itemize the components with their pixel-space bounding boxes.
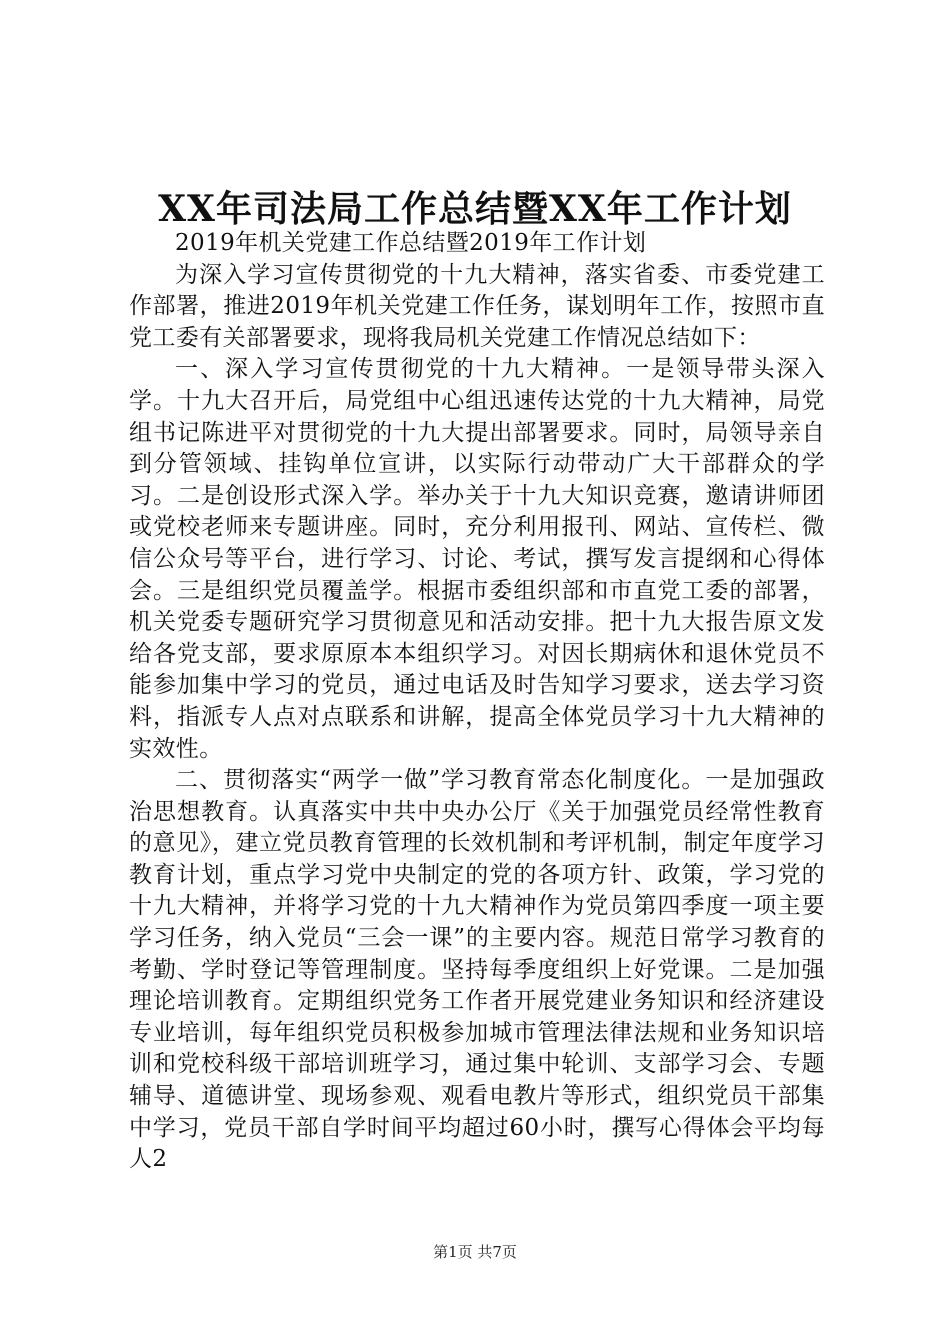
paragraph-intro: 为深入学习宣传贯彻党的十九大精神，落实省委、市委党建工作部署，推进2019年机关党建工作任务，谋划明年工作，按照市直党工委有关部署要求，现将我局机关党建工作情况总结如下： — [129, 261, 825, 351]
page-number: 第1页 共7页 — [433, 1243, 517, 1261]
document-body — [129, 228, 825, 1176]
document-title: XX年司法局工作总结暨XX年工作计划 — [158, 188, 792, 230]
paragraph-section-one: 一、深入学习宣传贯彻党的十九大精神。一是领导带头深入学。十九大召开后，局党组中心组迅速传达党的十九大精神，局党组书记陈进平对贯彻党的十九大提出部署要求。同时，局领导亲自到分管领域、挂钩单位宣讲，以实际行动带动广大干部群众的学习。二是创设形式深入学。举办关于十九大知识竞赛，邀请讲师团或党校老师来专题讲座。同时，充分利用报刊、网站、宣传栏、微信公众号等平台，进行学习、讨论、考试，撰写发言提纲和心得体会。三是组织党员覆盖学。根据市委组织部和市直党工委的部署，机关党委专题研究学习贯彻意见和活动安排。把十九大报告原文发给各党支部，要求原原本本组织学习。对因长期病休和退休党员不能参加集中学习的党员，通过电话及时告知学习要求，送去学习资料，指派专人点对点联系和讲解，提高全体党员学习十九大精神的实效性。 — [129, 356, 825, 762]
document-subtitle: 2019年机关党建工作总结暨2019年工作计划 — [175, 230, 647, 256]
paragraph-section-two: 二、贯彻落实“两学一做”学习教育常态化制度化。一是加强政治思想教育。认真落实中共中央办公厅《关于加强党员经常性教育的意见》，建立党员教育管理的长效机制和考评机制，制定年度学习教育计划，重点学习党中央制定的党的各项方针、政策，学习党的十九大精神，并将学习党的十九大精神作为党员第四季度一项主要学习任务，纳入党员“三会一课”的主要内容。规范日常学习教育的考勤、学时登记等管理制度。坚持每季度组织上好党课。二是加强理论培训教育。定期组织党务工作者开展党建业务知识和经济建设专业培训，每年组织党员积极参加城市管理法律法规和业务知识培训和党校科级干部培训班学习，通过集中轮训、支部学习会、专题辅导、道德讲堂、现场参观、观看电教片等形式，组织党员干部集中学习，党员干部自学时间平均超过60小时，撰写心得体会平均每人2 — [129, 767, 825, 1173]
